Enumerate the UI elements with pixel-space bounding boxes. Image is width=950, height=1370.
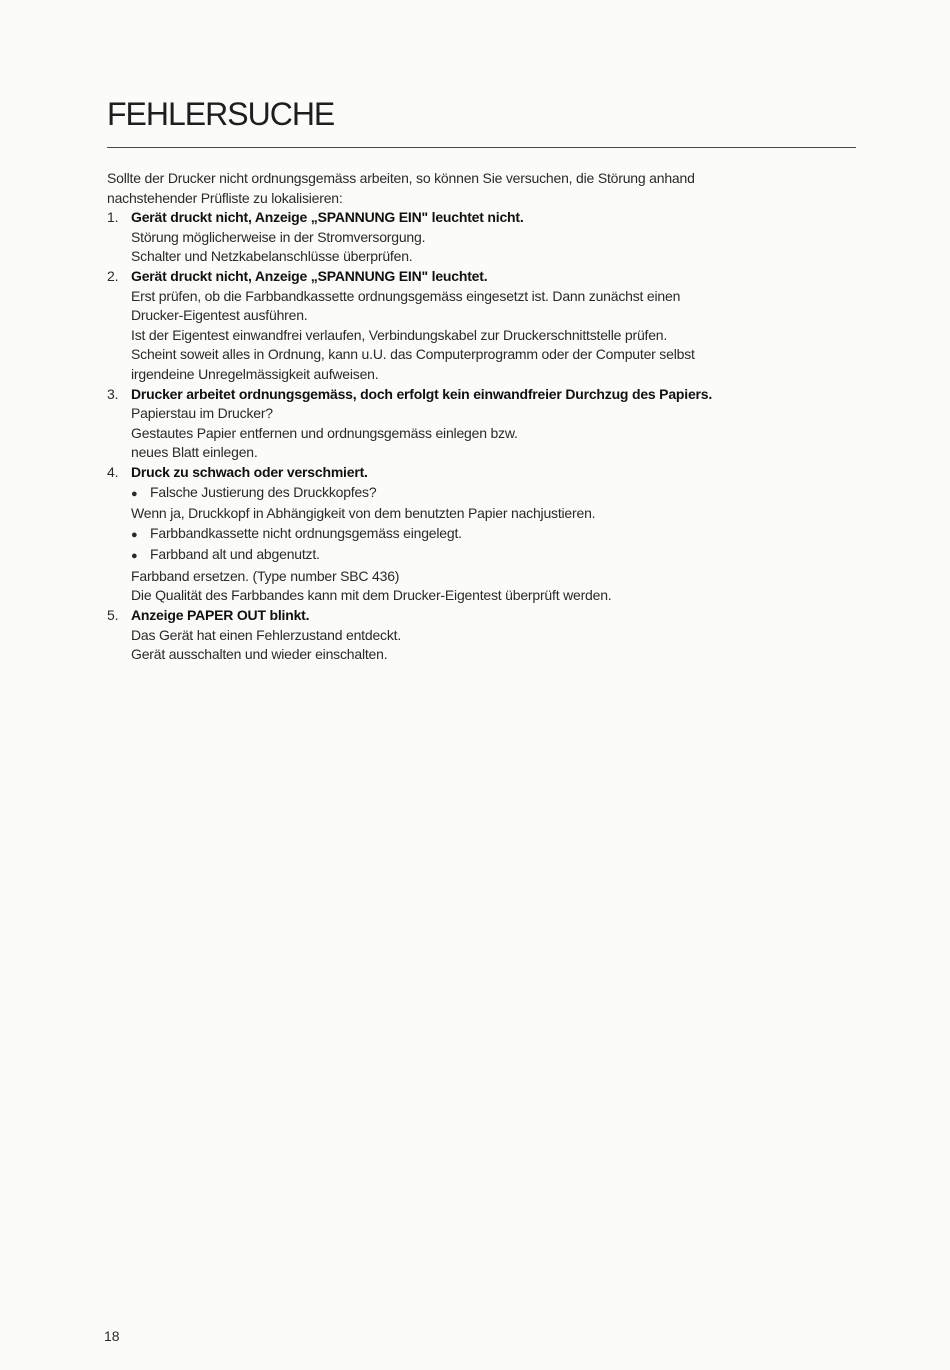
item-line: irgendeine Unregelmässigkeit aufweisen. (131, 365, 379, 382)
item-line: Farbband ersetzen. (Type number SBC 436) (131, 567, 400, 584)
item-heading: Gerät druckt nicht, Anzeige „SPANNUNG EIN" leuchtet. (131, 267, 488, 284)
item-line: Gestautes Papier entfernen und ordnungsgemäss einlegen bzw. (131, 424, 518, 441)
intro-line: nachstehender Prüfliste zu lokalisieren: (107, 189, 343, 206)
checklist-item-3 (107, 385, 867, 463)
bullet-icon: ● (131, 487, 138, 500)
bullet-line (131, 524, 867, 546)
item-line: Wenn ja, Druckkopf in Abhängigkeit von dem benutzten Papier nachjustieren. (131, 505, 596, 522)
item-line: Störung möglicherweise in der Stromversorgung. (131, 228, 426, 245)
checklist-item-5 (107, 606, 867, 665)
item-heading: Gerät druckt nicht, Anzeige „SPANNUNG EIN" leuchtet nicht. (131, 209, 524, 226)
item-heading: Druck zu schwach oder verschmiert. (131, 463, 368, 480)
checklist-item-2 (107, 267, 867, 385)
checklist-item-4 (107, 463, 867, 606)
bullet-text: Farbband alt und abgenutzt. (150, 546, 320, 563)
item-line: Das Gerät hat einen Fehlerzustand entdeckt. (131, 626, 402, 643)
item-number: 4. (107, 463, 119, 480)
bullet-line (131, 545, 867, 567)
item-line: Die Qualität des Farbbandes kann mit dem Drucker-Eigentest überprüft werden. (131, 587, 612, 604)
item-line: Schalter und Netzkabelanschlüsse überprüfen. (131, 248, 413, 265)
page-number: 18 (104, 1328, 120, 1344)
bullet-icon: ● (131, 550, 138, 563)
intro-paragraph (107, 169, 867, 208)
item-line: Drucker-Eigentest ausführen. (131, 307, 308, 324)
item-line: Ist der Eigentest einwandfrei verlaufen, Verbindungskabel zur Druckerschnittstelle prüfen. (131, 326, 668, 343)
bullet-icon: ● (131, 528, 138, 541)
bullet-text: Falsche Justierung des Druckkopfes? (150, 483, 377, 500)
item-line: Papierstau im Drucker? (131, 405, 273, 422)
bullet-text: Farbbandkassette nicht ordnungsgemäss eingelegt. (150, 524, 462, 541)
item-number: 5. (107, 607, 119, 624)
item-number: 1. (107, 209, 119, 226)
item-line: Erst prüfen, ob die Farbbandkassette ordnungsgemäss eingesetzt ist. Dann zunächst einen (131, 287, 681, 304)
item-line: Scheint soweit alles in Ordnung, kann u.U. das Computerprogramm oder der Computer selbst (131, 346, 695, 363)
item-heading: Anzeige PAPER OUT blinkt. (131, 607, 310, 624)
item-number: 3. (107, 385, 119, 402)
item-number: 2. (107, 267, 119, 284)
item-line: neues Blatt einlegen. (131, 444, 258, 461)
checklist-item-1 (107, 208, 867, 267)
page-title: FEHLERSUCHE (107, 96, 335, 132)
bullet-line (131, 483, 867, 505)
troubleshooting-body (107, 169, 867, 665)
item-line: Gerät ausschalten und wieder einschalten. (131, 646, 388, 663)
intro-line: Sollte der Drucker nicht ordnungsgemäss arbeiten, so können Sie versuchen, die Störung anhand (107, 170, 695, 186)
title-divider (107, 147, 856, 148)
item-heading: Drucker arbeitet ordnungsgemäss, doch erfolgt kein einwandfreier Durchzug des Papiers. (131, 385, 713, 402)
